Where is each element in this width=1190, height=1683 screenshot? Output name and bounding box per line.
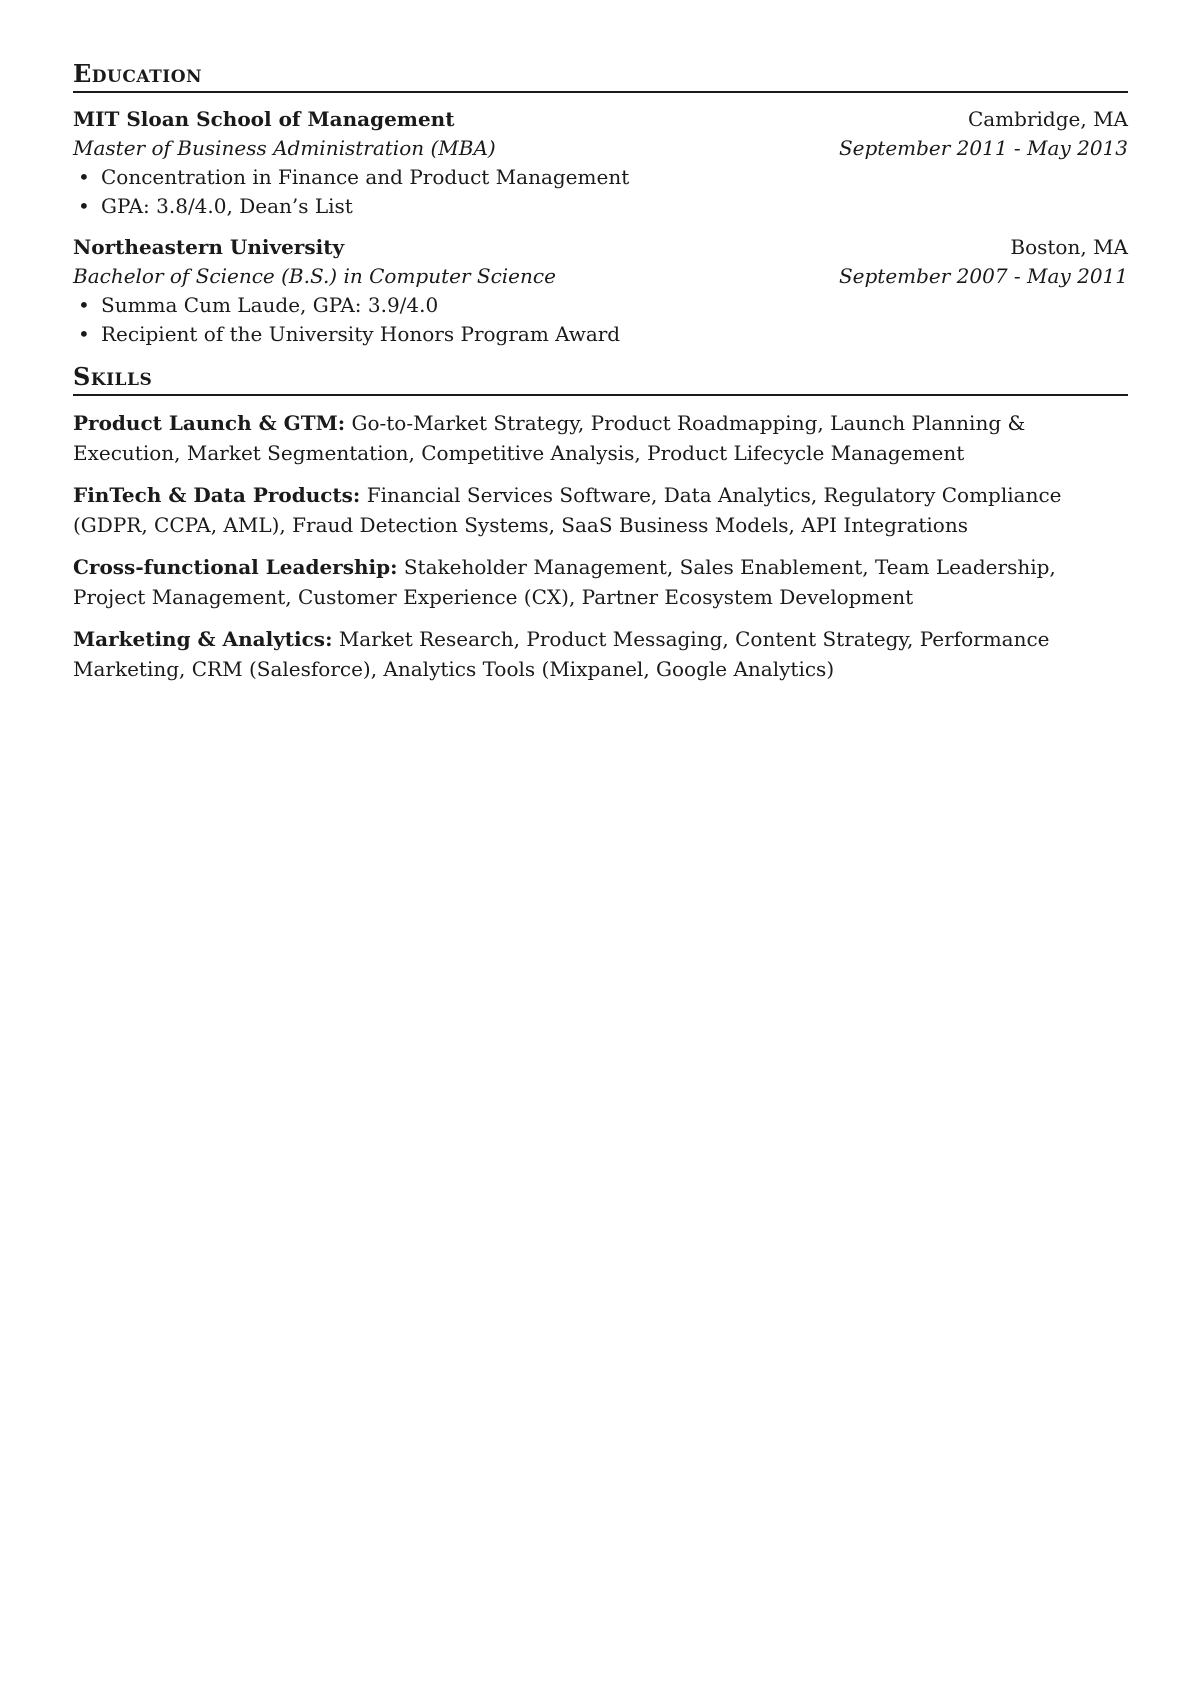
skill-text: Go-to-Market Strategy, Product Roadmapping, Launch Planning & Execution, Market Segmentation, Competitive Analysis, Product Lifecycle Management [73, 410, 1026, 465]
skill-text: Stakeholder Management, Sales Enablement, Team Leadership, Project Management, Customer Experience (CX), Partner Ecosystem Development [73, 554, 1056, 609]
skill-label: Product Launch & GTM: [73, 410, 346, 435]
bullet-item: • Summa Cum Laude, GPA: 3.9/4.0 [73, 291, 1128, 320]
school-name: Northeastern University [73, 234, 345, 259]
resume-page [73, 60, 1128, 698]
school-location: Boston, MA [1010, 234, 1128, 259]
education-entry [73, 233, 1128, 349]
degree-dates: September 2007 - May 2011 [838, 263, 1128, 288]
skill-label: FinTech & Data Products: [73, 482, 361, 507]
skill-text: Financial Services Software, Data Analytics, Regulatory Compliance (GDPR, CCPA, AML), Fraud Detection Systems, SaaS Business Models, API Integrations [73, 482, 1062, 537]
skill-text: Market Research, Product Messaging, Content Strategy, Performance Marketing, CRM (Salesforce), Analytics Tools (Mixpanel, Google Analytics) [73, 626, 1050, 681]
education-entry-subheader [73, 262, 1128, 291]
education-entry [73, 105, 1128, 221]
skill-label: Marketing & Analytics: [73, 626, 333, 651]
degree-name: Bachelor of Science (B.S.) in Computer Science [73, 263, 556, 288]
skills-section [73, 363, 1128, 684]
skill-item [73, 552, 1128, 612]
bullet-item: • GPA: 3.8/4.0, Dean’s List [73, 192, 1128, 221]
school-location: Cambridge, MA [967, 106, 1128, 131]
education-entry-header [73, 105, 1128, 134]
skill-item [73, 408, 1128, 468]
skill-item [73, 624, 1128, 684]
education-heading: Education [73, 60, 1128, 93]
school-name: MIT Sloan School of Management [73, 106, 455, 131]
education-section [73, 60, 1128, 349]
skills-heading: Skills [73, 363, 1128, 396]
degree-dates: September 2011 - May 2013 [838, 135, 1128, 160]
education-entry-subheader [73, 134, 1128, 163]
skill-label: Cross-functional Leadership: [73, 554, 398, 579]
education-bullets [73, 291, 1128, 349]
degree-name: Master of Business Administration (MBA) [73, 135, 496, 160]
bullet-item: • Concentration in Finance and Product Management [73, 163, 1128, 192]
education-bullets [73, 163, 1128, 221]
bullet-item: • Recipient of the University Honors Program Award [73, 320, 1128, 349]
education-entry-header [73, 233, 1128, 262]
skill-item [73, 480, 1128, 540]
